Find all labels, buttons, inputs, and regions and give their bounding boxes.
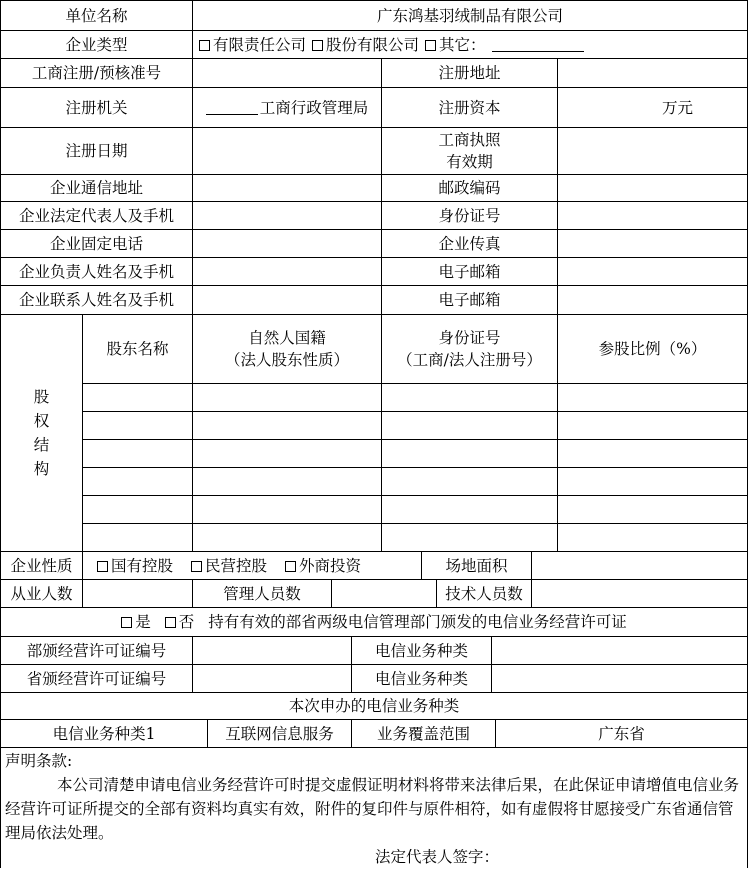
province-license-no-value[interactable] — [192, 664, 352, 693]
reg-authority-label: 注册机关 — [0, 87, 193, 128]
province-type-value[interactable] — [491, 664, 748, 693]
table-cell[interactable] — [381, 383, 558, 412]
managers-label: 管理人员数 — [192, 579, 332, 608]
type-option-llc[interactable]: 有限责任公司 — [199, 34, 306, 56]
checkbox-icon[interactable] — [312, 40, 323, 51]
fax-value[interactable] — [557, 229, 748, 258]
nature-options — [82, 551, 422, 580]
table-cell[interactable] — [82, 411, 193, 440]
type-option-other[interactable]: 其它： — [425, 34, 486, 56]
email-value-2[interactable] — [557, 285, 748, 315]
phone-label: 企业固定电话 — [0, 229, 193, 258]
phone-value[interactable] — [192, 229, 382, 258]
checkbox-icon[interactable] — [97, 561, 108, 572]
license-question-text: 持有有效的部省两级电信管理部门颁发的电信业务经营许可证 — [208, 613, 627, 631]
table-cell[interactable] — [82, 495, 193, 524]
reg-authority-value[interactable]: 工商行政管理局 — [192, 87, 382, 128]
postcode-label: 邮政编码 — [381, 174, 558, 202]
ministry-type-label: 电信业务种类 — [351, 636, 492, 665]
checkbox-icon[interactable] — [425, 40, 436, 51]
reg-address-value[interactable] — [557, 58, 748, 88]
id-no-value[interactable] — [557, 201, 748, 230]
contact-label: 企业联系人姓名及手机 — [0, 285, 193, 315]
type-option-joint-stock[interactable]: 股份有限公司 — [312, 34, 419, 56]
equity-section-label: 股 权 结 构 — [0, 314, 83, 552]
email-value-1[interactable] — [557, 257, 748, 286]
technicians-value[interactable] — [531, 579, 748, 608]
comm-address-label: 企业通信地址 — [0, 174, 193, 202]
email-label-2: 电子邮箱 — [381, 285, 558, 315]
comm-address-value[interactable] — [192, 174, 382, 202]
application-type-label: 电信业务种类1 — [0, 719, 208, 748]
reg-date-label: 注册日期 — [0, 127, 193, 175]
declaration-box — [0, 747, 748, 868]
license-question — [0, 607, 748, 637]
table-cell[interactable] — [557, 411, 748, 440]
site-area-label: 场地面积 — [421, 551, 532, 580]
col-shareholder-header: 股东名称 — [82, 314, 193, 384]
reg-no-value[interactable] — [192, 58, 382, 88]
id-no-label: 身份证号 — [381, 201, 558, 230]
type-other-input[interactable] — [492, 37, 584, 52]
table-cell[interactable] — [192, 523, 382, 552]
employees-value[interactable] — [82, 579, 193, 608]
technicians-label: 技术人员数 — [436, 579, 532, 608]
table-cell[interactable] — [192, 467, 382, 496]
declaration-heading: 声明条款: — [5, 752, 73, 770]
table-cell[interactable] — [381, 467, 558, 496]
nature-label: 企业性质 — [0, 551, 83, 580]
site-area-value[interactable] — [531, 551, 748, 580]
license-option-no[interactable]: 否 — [165, 611, 195, 633]
ministry-license-no-value[interactable] — [192, 636, 352, 665]
checkbox-icon[interactable] — [199, 40, 210, 51]
col-id-header: 身份证号 （工商/法人注册号） — [381, 314, 558, 384]
nature-option-foreign[interactable]: 外商投资 — [285, 555, 361, 577]
table-cell[interactable] — [381, 495, 558, 524]
company-type-options — [192, 30, 748, 59]
table-cell[interactable] — [82, 523, 193, 552]
table-cell[interactable] — [557, 439, 748, 468]
reg-no-label: 工商注册/预核准号 — [0, 58, 193, 88]
table-cell[interactable] — [381, 523, 558, 552]
declaration-body: 本公司清楚申请电信业务经营许可时提交虚假证明材料将带来法律后果，在此保证申请增值电信业务经营许可证所提交的全部有资料均真实有效，附件的复印件与原件相符，如有虚假将甘愿接受广东省通信管理局依法处理。 — [5, 776, 740, 842]
table-cell[interactable] — [82, 383, 193, 412]
table-cell[interactable] — [192, 495, 382, 524]
checkbox-icon[interactable] — [121, 617, 132, 628]
contact-value[interactable] — [192, 285, 382, 315]
signature-label[interactable]: 法定代表人签字： — [375, 848, 500, 866]
license-option-yes[interactable]: 是 — [121, 611, 151, 633]
checkbox-icon[interactable] — [285, 561, 296, 572]
table-cell[interactable] — [557, 383, 748, 412]
license-validity-label: 工商执照有效期 — [381, 127, 558, 175]
employees-label: 从业人数 — [0, 579, 83, 608]
company-type-label: 企业类型 — [0, 30, 193, 59]
coverage-label: 业务覆盖范围 — [351, 719, 496, 748]
col-nationality-header: 自然人国籍 （法人股东性质） — [192, 314, 382, 384]
checkbox-icon[interactable] — [191, 561, 202, 572]
responsible-value[interactable] — [192, 257, 382, 286]
ministry-type-value[interactable] — [491, 636, 748, 665]
table-cell[interactable] — [557, 467, 748, 496]
managers-value[interactable] — [331, 579, 437, 608]
table-cell[interactable] — [557, 523, 748, 552]
email-label-1: 电子邮箱 — [381, 257, 558, 286]
table-cell[interactable] — [192, 383, 382, 412]
fax-label: 企业传真 — [381, 229, 558, 258]
table-cell[interactable] — [82, 467, 193, 496]
table-cell[interactable] — [381, 411, 558, 440]
coverage-value[interactable]: 广东省 — [495, 719, 748, 748]
reg-date-value[interactable] — [192, 127, 382, 175]
legal-rep-label: 企业法定代表人及手机 — [0, 201, 193, 230]
table-cell[interactable] — [557, 495, 748, 524]
responsible-label: 企业负责人姓名及手机 — [0, 257, 193, 286]
ministry-license-no-label: 部颁经营许可证编号 — [0, 636, 193, 665]
reg-capital-value[interactable]: 万元 — [557, 87, 748, 128]
province-type-label: 电信业务种类 — [351, 664, 492, 693]
table-cell[interactable] — [381, 439, 558, 468]
table-cell[interactable] — [192, 439, 382, 468]
reg-authority-input[interactable] — [206, 100, 258, 115]
province-license-no-label: 省颁经营许可证编号 — [0, 664, 193, 693]
legal-rep-value[interactable] — [192, 201, 382, 230]
postcode-value[interactable] — [557, 174, 748, 202]
col-ratio-header: 参股比例（%） — [557, 314, 748, 384]
company-name-label: 单位名称 — [0, 0, 193, 31]
table-cell[interactable] — [82, 439, 193, 468]
application-section-title: 本次申办的电信业务种类 — [0, 692, 748, 720]
nature-option-state[interactable]: 国有控股 — [97, 555, 173, 577]
nature-option-private[interactable]: 民营控股 — [191, 555, 267, 577]
checkbox-icon[interactable] — [165, 617, 176, 628]
reg-capital-label: 注册资本 — [381, 87, 558, 128]
company-name-value[interactable]: 广东鸿基羽绒制品有限公司 — [192, 0, 748, 31]
application-type-value[interactable]: 互联网信息服务 — [207, 719, 352, 748]
table-cell[interactable] — [192, 411, 382, 440]
reg-address-label: 注册地址 — [381, 58, 558, 88]
license-validity-value[interactable] — [557, 127, 748, 175]
